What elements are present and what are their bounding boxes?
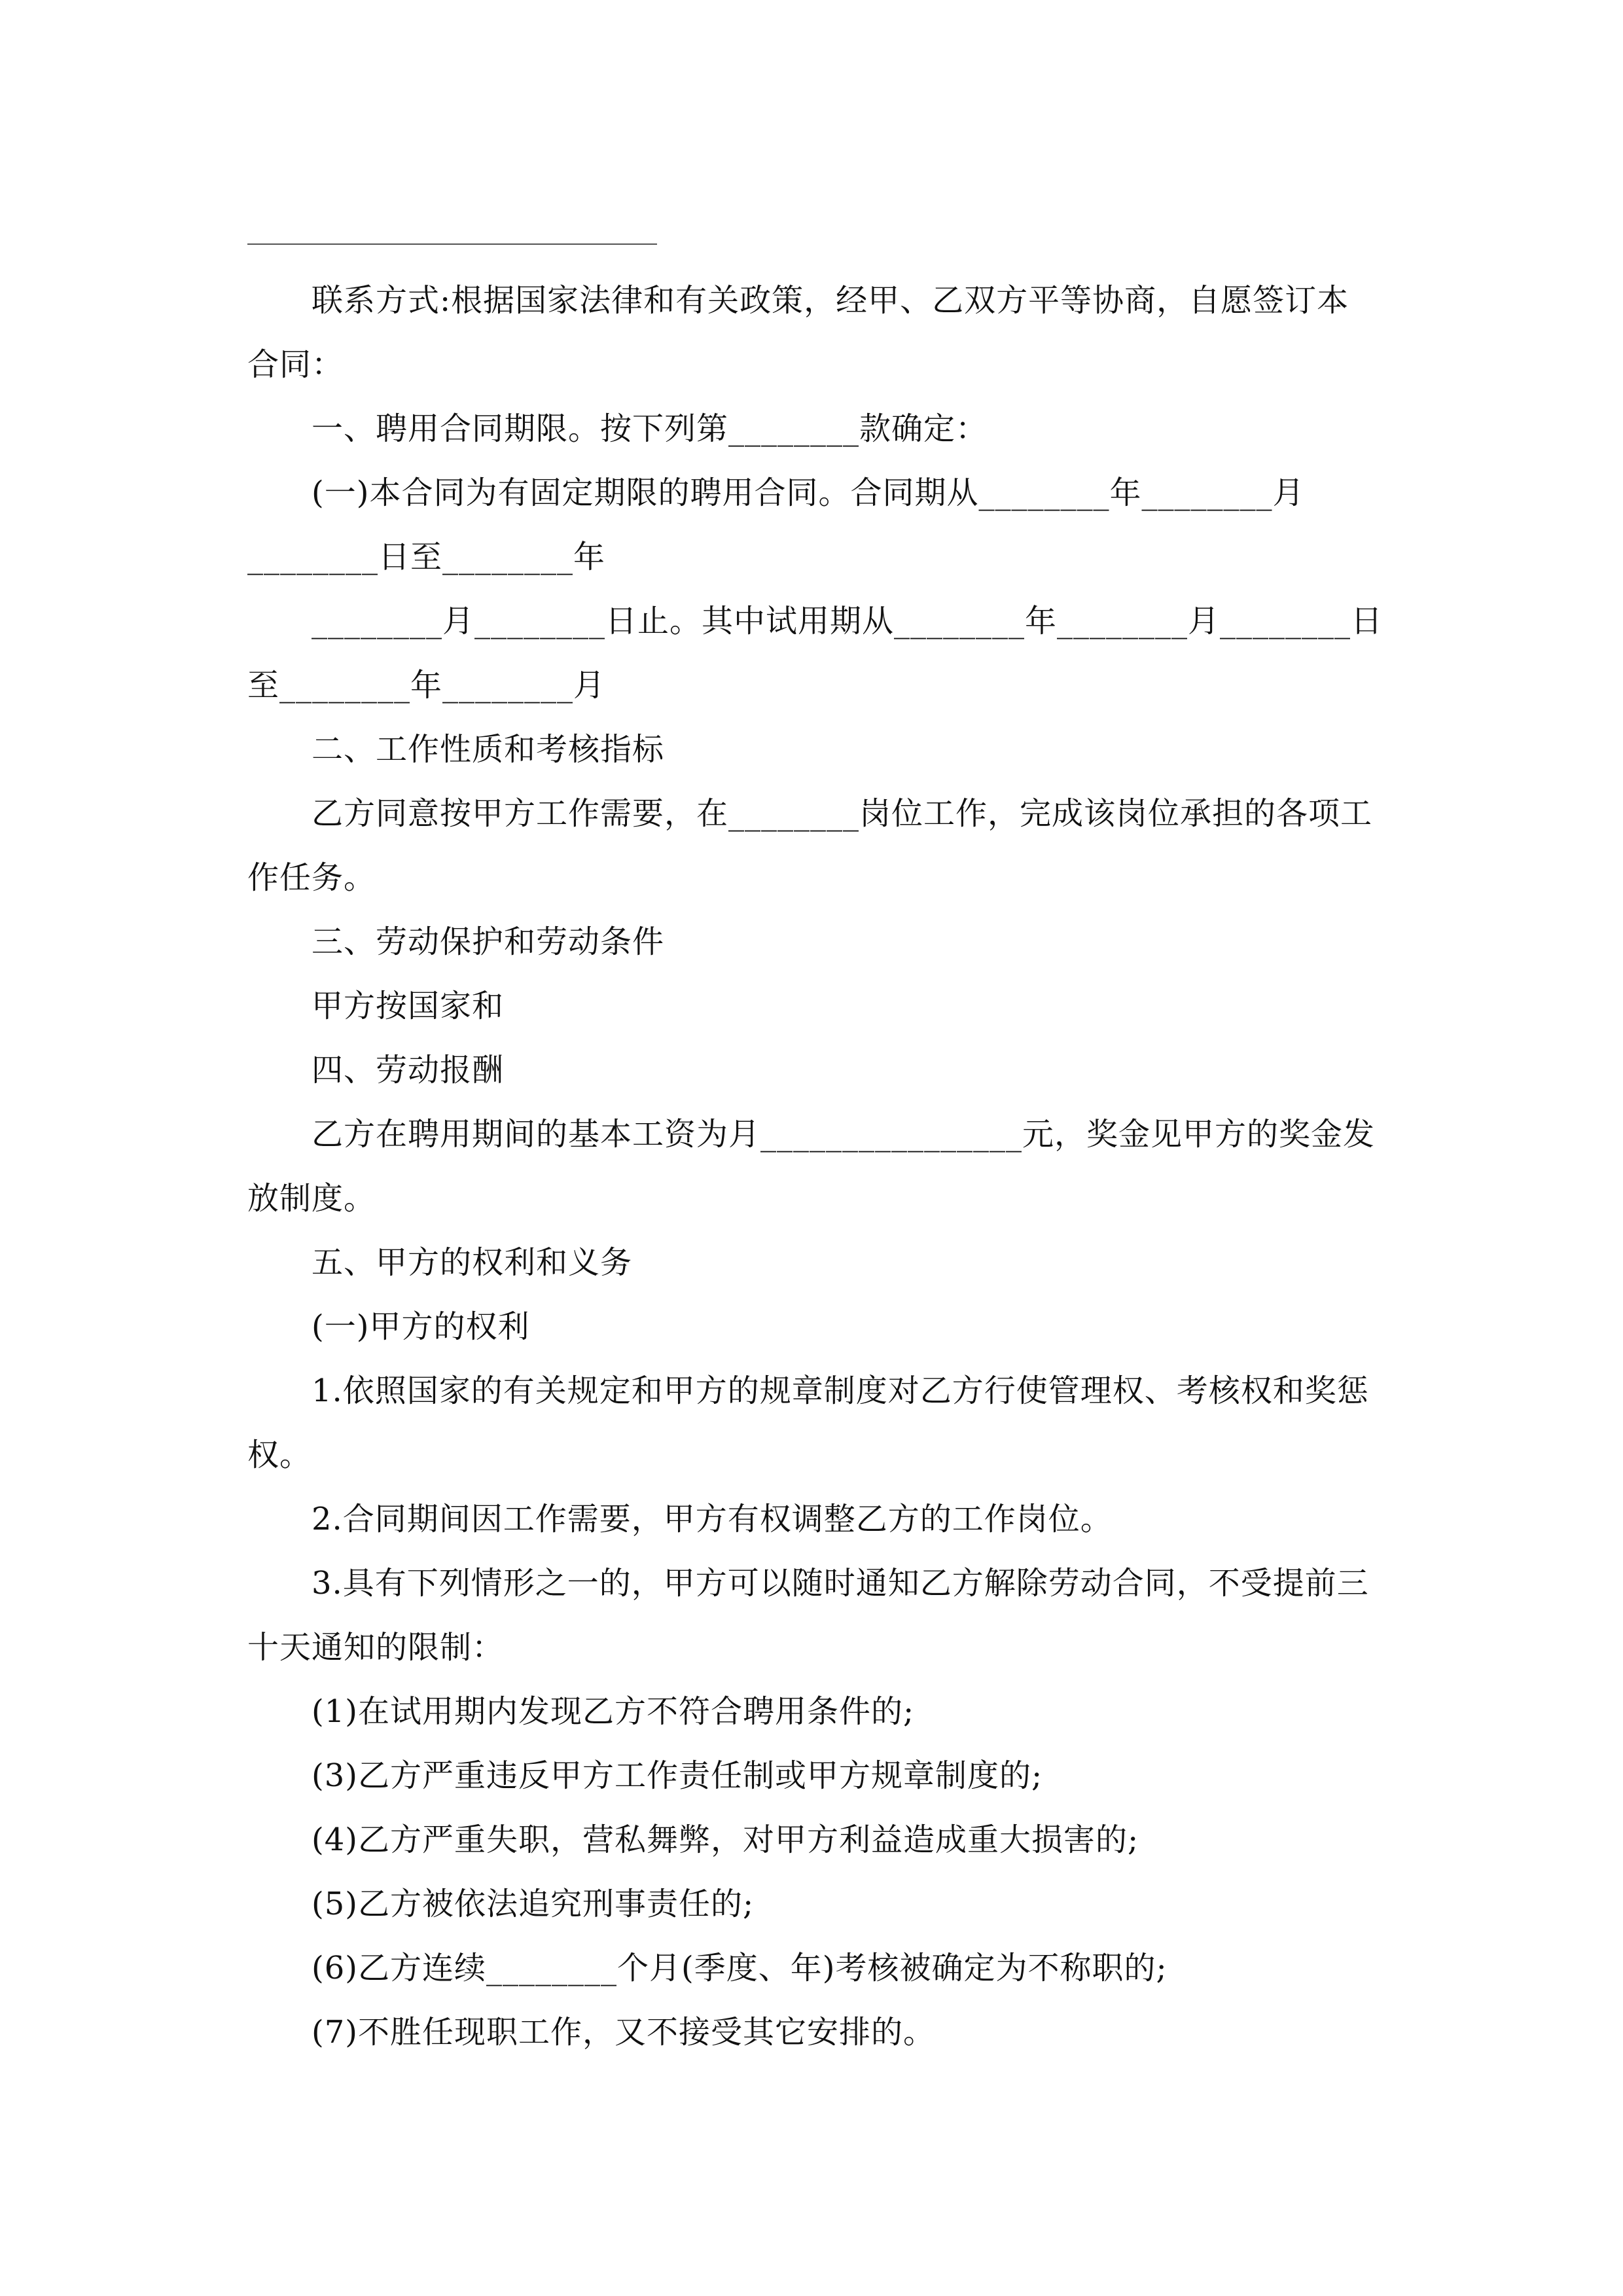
header-rule — [247, 243, 657, 245]
section-4-body-line-2: 放制度。 — [247, 1180, 376, 1217]
condition-6: (6)乙方连续________个月(季度、年)考核被确定为不称职的; — [312, 1950, 1168, 1986]
right-3-line-2: 十天通知的限制： — [247, 1629, 505, 1666]
section-3-title: 三、劳动保护和劳动条件 — [312, 924, 665, 960]
section-2-body-line-2: 作任务。 — [247, 859, 376, 896]
section-2-body-line-1: 乙方同意按甲方工作需要，在________岗位工作，完成该岗位承担的各项工 — [312, 795, 1373, 832]
contact-line-2: 合同： — [247, 346, 344, 383]
contact-line-1: 联系方式:根据国家法律和有关政策，经甲、乙双方平等协商，自愿签订本 — [312, 282, 1349, 319]
section-3-body: 甲方按国家和 — [312, 988, 505, 1024]
contract-body — [247, 268, 1394, 2064]
section-4-body-line-1: 乙方在聘用期间的基本工资为月________________元，奖金见甲方的奖金发 — [312, 1116, 1376, 1153]
section-1-title: 一、聘用合同期限。按下列第________款确定： — [312, 410, 988, 447]
condition-4: (4)乙方严重失职，营私舞弊，对甲方利益造成重大损害的; — [312, 1821, 1139, 1858]
right-1-line-1: 1.依照国家的有关规定和甲方的规章制度对乙方行使管理权、考核权和奖惩 — [312, 1372, 1369, 1409]
section-1-term-line-1: (一)本合同为有固定期限的聘用合同。合同期从________年________月 — [312, 475, 1305, 511]
condition-3: (3)乙方严重违反甲方工作责任制或甲方规章制度的; — [312, 1757, 1043, 1794]
section-2-title: 二、工作性质和考核指标 — [312, 731, 665, 768]
right-2: 2.合同期间因工作需要，甲方有权调整乙方的工作岗位。 — [312, 1501, 1113, 1537]
section-1-term-line-4: 至________年________月 — [247, 667, 606, 704]
section-1-term-line-3: ________月________日止。其中试用期从________年________月________日 — [312, 603, 1383, 639]
section-4-title: 四、劳动报酬 — [312, 1052, 505, 1088]
right-1-line-2: 权。 — [247, 1437, 312, 1473]
section-1-term-line-2: ________日至________年 — [247, 539, 606, 575]
section-5-title: 五、甲方的权利和义务 — [312, 1244, 633, 1281]
condition-5: (5)乙方被依法追究刑事责任的; — [312, 1886, 755, 1922]
section-5-subtitle: (一)甲方的权利 — [312, 1308, 530, 1345]
right-3-line-1: 3.具有下列情形之一的，甲方可以随时通知乙方解除劳动合同，不受提前三 — [312, 1565, 1369, 1602]
condition-1: (1)在试用期内发现乙方不符合聘用条件的; — [312, 1693, 915, 1730]
condition-7: (7)不胜任现职工作，又不接受其它安排的。 — [312, 2014, 935, 2051]
